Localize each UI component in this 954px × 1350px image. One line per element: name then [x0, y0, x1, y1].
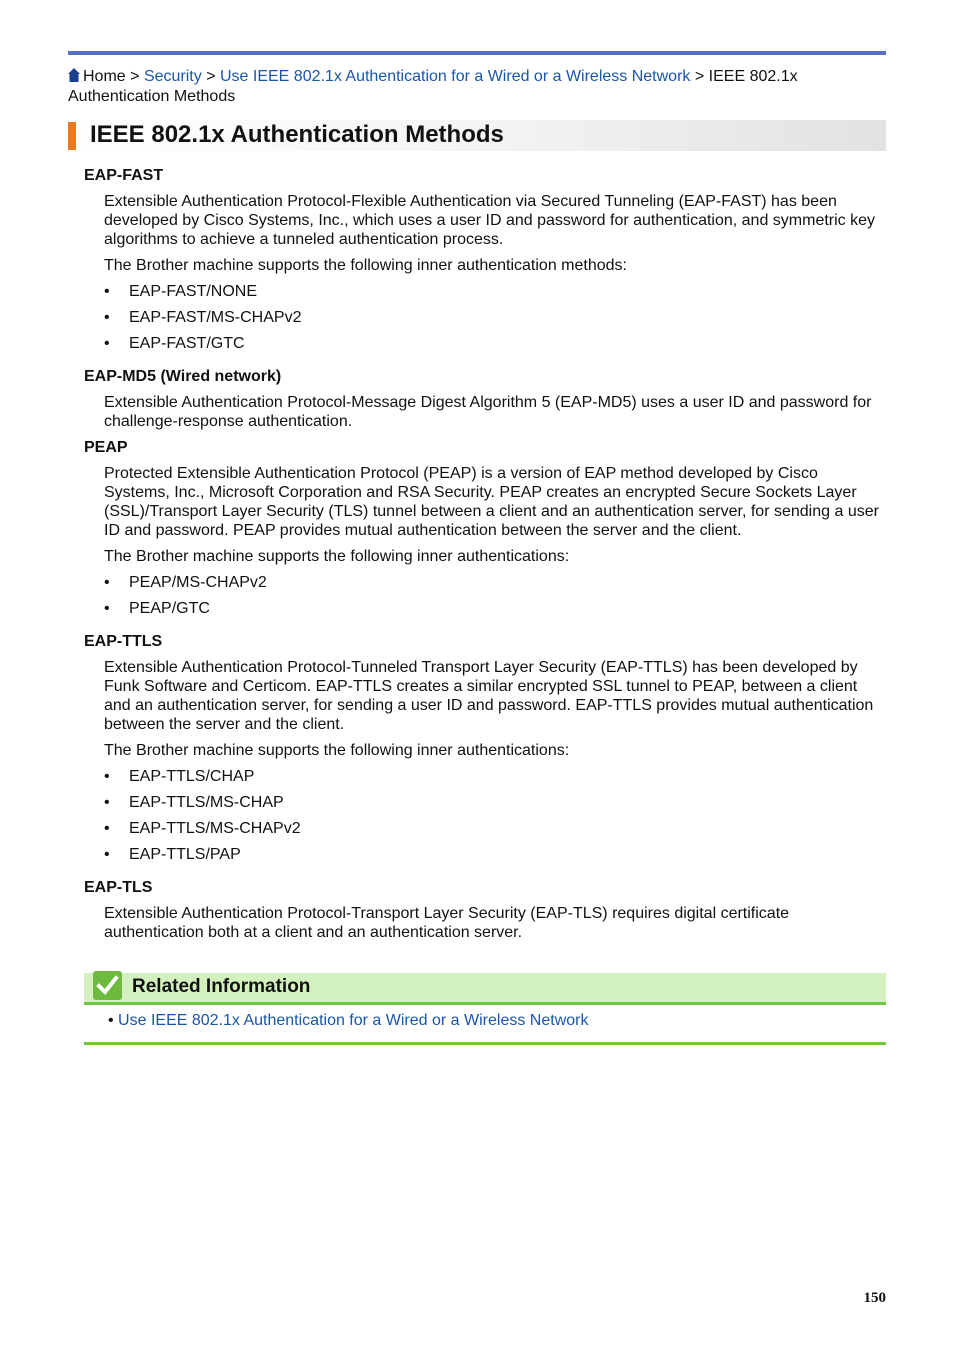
section-heading: EAP-MD5 (Wired network)	[84, 368, 282, 385]
list-item: • PEAP/MS-CHAPv2	[104, 573, 884, 592]
breadcrumb-separator: >	[694, 68, 705, 85]
related-information-bar	[84, 973, 886, 1002]
section-eap-fast	[84, 166, 884, 353]
section-heading: EAP-TLS	[84, 879, 153, 896]
list-item: • EAP-TTLS/MS-CHAP	[104, 793, 884, 812]
section-eap-ttls	[84, 632, 884, 864]
list-item: • EAP-TTLS/PAP	[104, 845, 884, 864]
section-heading: EAP-TTLS	[84, 633, 163, 650]
page-title-bar	[68, 120, 886, 151]
related-bottom-rule	[84, 1042, 886, 1045]
section-heading: PEAP	[84, 439, 128, 456]
method-list	[104, 573, 884, 618]
related-links	[108, 1011, 588, 1031]
main-content	[84, 166, 884, 949]
section-paragraph: Extensible Authentication Protocol-Flexible Authentication via Secured Tunneling (EAP-FAST) has been developed by Cisco Systems, Inc., which uses a user ID and password for authentication, and symmetric key algorithms to achieve a tunneled authentication process.	[104, 193, 876, 248]
section-paragraph: Extensible Authentication Protocol-Tunneled Transport Layer Security (EAP-TTLS) has been developed by Funk Software and Certicom. EAP-TTLS creates a similar encrypted SSL tunnel to PEAP, between a client and an authentication server, for sending a user ID and password. EAP-TTLS provides mutual authentication between the server and the client.	[104, 659, 874, 733]
breadcrumb-home[interactable]: Home	[83, 68, 126, 85]
related-divider	[84, 1002, 886, 1005]
breadcrumb-security-link[interactable]: Security	[143, 68, 202, 85]
list-item: • EAP-TTLS/MS-CHAPv2	[104, 819, 884, 838]
section-paragraph: Protected Extensible Authentication Protocol (PEAP) is a version of EAP method developed by Cisco Systems, Inc., Microsoft Corporation and RSA Security. PEAP creates an encrypted Secure Sockets Layer (SSL)/Transport Layer Security (TLS) tunnel between a client and an authentication server, for sending a user ID and password. PEAP provides mutual authentication between the server and the client.	[104, 465, 879, 539]
check-icon	[93, 971, 122, 1000]
breadcrumb-ieee-link[interactable]: Use IEEE 802.1x Authentication for a Wired or a Wireless Network	[219, 68, 691, 85]
related-link-ieee[interactable]: Use IEEE 802.1x Authentication for a Wired or a Wireless Network	[118, 1012, 589, 1029]
list-item: • EAP-FAST/NONE	[104, 282, 884, 301]
section-paragraph: Extensible Authentication Protocol-Message Digest Algorithm 5 (EAP-MD5) uses a user ID and password for challenge-response authentication.	[104, 394, 872, 430]
list-item: • EAP-TTLS/CHAP	[104, 767, 884, 786]
method-list	[104, 282, 884, 353]
list-item: • PEAP/GTC	[104, 599, 884, 618]
method-list	[104, 767, 884, 864]
section-paragraph: The Brother machine supports the following inner authentication methods:	[104, 257, 627, 274]
section-eap-tls	[84, 878, 884, 942]
section-eap-md5	[84, 367, 884, 431]
title-accent	[68, 122, 76, 150]
section-paragraph: The Brother machine supports the following inner authentications:	[104, 742, 570, 759]
section-peap	[84, 438, 884, 618]
breadcrumb-separator: >	[206, 68, 216, 85]
page-title: IEEE 802.1x Authentication Methods	[90, 121, 504, 148]
list-item: • EAP-FAST/MS-CHAPv2	[104, 308, 884, 327]
bullet: •	[108, 1012, 119, 1029]
breadcrumb-current: IEEE 802.1x Authentication Methods	[68, 68, 798, 105]
list-item: • EAP-FAST/GTC	[104, 334, 884, 353]
page-number: 150	[863, 1290, 886, 1306]
home-icon[interactable]	[68, 68, 80, 82]
section-paragraph: The Brother machine supports the following inner authentications:	[104, 548, 570, 565]
top-rule	[68, 51, 886, 55]
related-information-title: Related Information	[132, 976, 311, 997]
section-paragraph: Extensible Authentication Protocol-Transport Layer Security (EAP-TLS) requires digital certificate authentication both at a client and an authentication server.	[104, 905, 790, 941]
breadcrumb	[68, 67, 886, 107]
breadcrumb-separator: >	[130, 68, 140, 85]
section-heading: EAP-FAST	[84, 167, 164, 184]
